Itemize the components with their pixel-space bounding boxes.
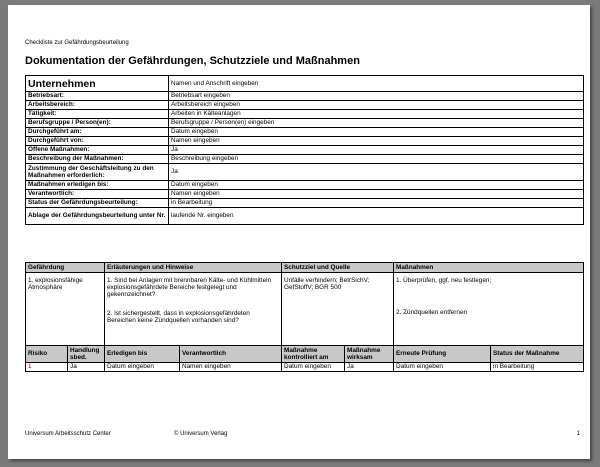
info-row-management-approval [26, 164, 584, 181]
subheader-effective: Maßnahme wirksam [345, 346, 394, 363]
info-label: Ablage der Gefährdungsbeurteilung unter Nr. [26, 208, 169, 225]
info-row-open-measures [26, 146, 584, 155]
company-value[interactable]: Namen und Anschrift eingeben [169, 76, 584, 92]
company-row [26, 76, 584, 92]
measures-header-row [26, 263, 584, 273]
goal-cell [282, 273, 394, 346]
info-label: Beschreibung der Maßnahmen: [26, 155, 169, 164]
footer-copyright: © Universum Verlag [174, 431, 228, 437]
info-row-activity [26, 110, 584, 119]
subheader-due: Erledigen bis [105, 346, 180, 363]
actions-cell [394, 273, 584, 346]
info-value[interactable]: Ja [169, 164, 584, 181]
info-row-filing-number [26, 208, 584, 225]
risk-value[interactable]: 1 [26, 363, 68, 372]
info-row-due-date [26, 181, 584, 190]
footer-publisher: Universum Arbeitsschutz Center [25, 431, 111, 437]
info-label: Maßnahmen erledigen bis: [26, 181, 169, 190]
hazard-cell [26, 273, 105, 346]
footer-page-number: 1 [576, 431, 580, 437]
subheader-need: Handlung sbed. [68, 346, 105, 363]
document-title: Dokumentation der Gefährdungen, Schutzziele und Maßnahmen [25, 55, 360, 67]
document-page [8, 5, 590, 459]
note-item: 2. Ist sichergestellt, dass in explosionsgefährdeten Bereichen keine Zündquellen vorhanden sind? [107, 309, 250, 324]
status-value[interactable]: in Bearbeitung [491, 363, 584, 372]
header-measures: Maßnahmen [394, 263, 584, 273]
info-row-responsible [26, 190, 584, 199]
info-row-performed-by [26, 137, 584, 146]
due-value[interactable]: Datum eingeben [105, 363, 180, 372]
action-item: 1. Überprüfen, ggf. neu festlegen; [396, 277, 492, 284]
info-label: Zustimmung der Geschäftsleitung zu den Maßnahmen erforderlich: [26, 164, 169, 181]
info-row-assessment-status [26, 199, 584, 208]
info-value[interactable]: in Bearbeitung [169, 199, 584, 208]
header-goal: Schutzziel und Quelle [282, 263, 394, 273]
info-value[interactable]: Beschreibung eingeben [169, 155, 584, 164]
subheader-responsible: Verantwortlich [180, 346, 282, 363]
effective-value[interactable]: Ja [345, 363, 394, 372]
info-label: Status der Gefährdungsbeurteilung: [26, 199, 169, 208]
info-row-operation-type [26, 92, 584, 101]
info-label: Offene Maßnahmen: [26, 146, 169, 155]
action-item: 2. Zündquellen entfernen [396, 309, 468, 317]
info-row-measure-description [26, 155, 584, 164]
info-row-occupation [26, 119, 584, 128]
measures-body-row [26, 273, 584, 346]
info-value[interactable]: Ja [169, 146, 584, 155]
goal-text: Unfälle verhindern; BetrSichV; GefStoffV; BGR 500 [284, 277, 370, 292]
responsible-value[interactable]: Namen eingeben [180, 363, 282, 372]
company-label: Unternehmen [26, 76, 169, 92]
company-info-table [25, 75, 584, 225]
need-value[interactable]: Ja [68, 363, 105, 372]
checked-value[interactable]: Datum eingeben [282, 363, 345, 372]
subheader-status: Status der Maßnahme [491, 346, 584, 363]
measures-subheader-row [26, 346, 584, 363]
info-label: Verantwortlich: [26, 190, 169, 199]
note-item: 1. Sind bei Anlagen mit brennbaren Kälte- und Kühlmitteln explosionsgefährdete Bereiche festgelegt und gekennzeichnet? [107, 277, 272, 299]
info-value[interactable]: Namen eingeben [169, 137, 584, 146]
subheader-risk: Risiko [26, 346, 68, 363]
info-label: Berufsgruppe / Person(en): [26, 119, 169, 128]
hazard-measures-table [25, 262, 584, 372]
document-kicker: Checkliste zur Gefährdungsbeurteilung [25, 40, 129, 46]
info-value[interactable]: Betriebsart eingeben [169, 92, 584, 101]
info-value[interactable]: Datum eingeben [169, 128, 584, 137]
header-notes: Erläuterungen und Hinweise [105, 263, 282, 273]
notes-cell [105, 273, 282, 346]
info-value[interactable]: laufende Nr. eingeben [169, 208, 584, 225]
info-label: Betriebsart: [26, 92, 169, 101]
info-value[interactable]: Berufsgruppe / Person(en) eingeben [169, 119, 584, 128]
info-row-performed-on [26, 128, 584, 137]
info-row-work-area [26, 101, 584, 110]
info-label: Durchgeführt am: [26, 128, 169, 137]
recheck-value[interactable]: Datum eingeben [394, 363, 491, 372]
header-hazard: Gefährdung [26, 263, 105, 273]
info-value[interactable]: Arbeitsbereich eingeben [169, 101, 584, 110]
info-value[interactable]: Namen eingeben [169, 190, 584, 199]
subheader-recheck: Erneute Prüfung [394, 346, 491, 363]
info-value[interactable]: Arbeiten in Kälteanlagen [169, 110, 584, 119]
info-value[interactable]: Datum eingeben [169, 181, 584, 190]
info-label: Durchgeführt von: [26, 137, 169, 146]
measures-value-row [26, 363, 584, 372]
subheader-checked: Maßnahme kontrolliert am [282, 346, 345, 363]
info-label: Arbeitsbereich: [26, 101, 169, 110]
hazard-text: 1. explosionsfähige Atmosphäre [28, 277, 83, 292]
info-label: Tätigkeit: [26, 110, 169, 119]
